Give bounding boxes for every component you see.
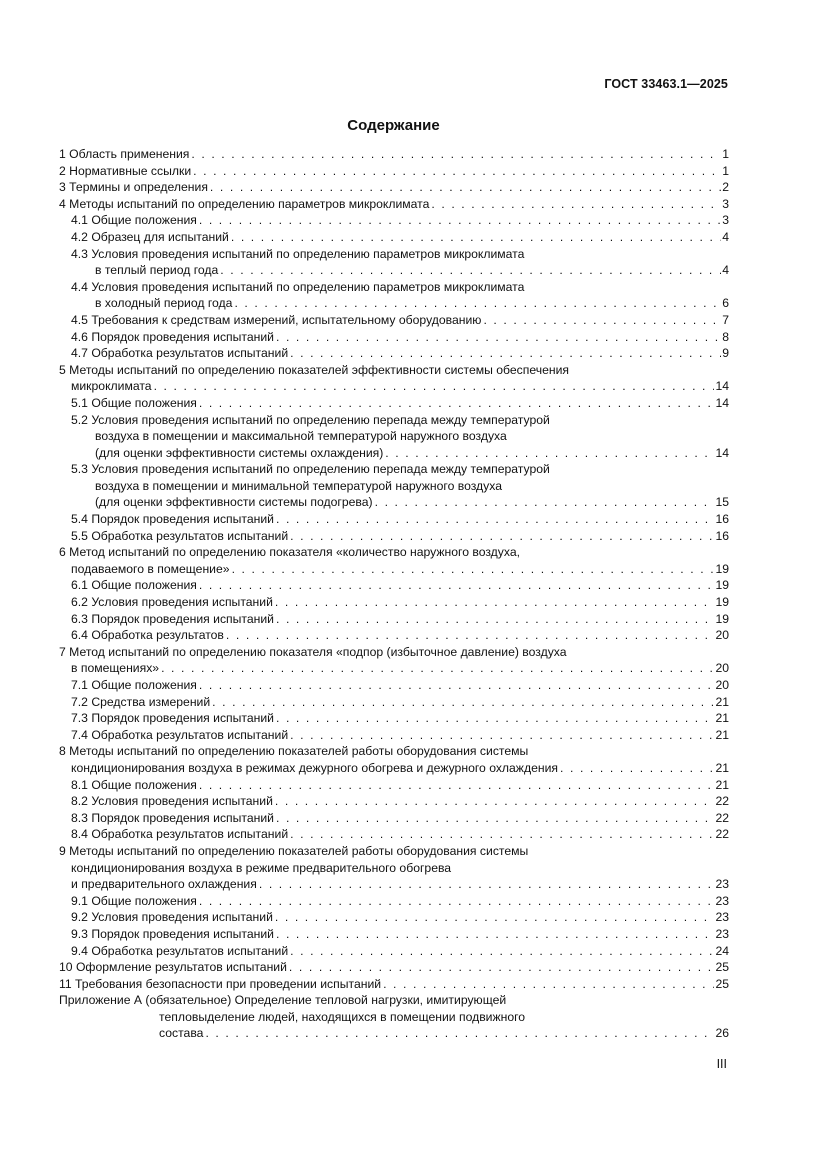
toc-leader-dots bbox=[276, 329, 721, 346]
toc-page-number: 23 bbox=[715, 926, 729, 941]
toc-entry-text: тепловыделение людей, находящихся в помещении подвижного bbox=[159, 1009, 526, 1024]
toc-entry[interactable] bbox=[59, 893, 729, 910]
toc-entry-text: 5.5 Обработка результатов испытаний bbox=[71, 528, 289, 543]
toc-page-number: 1 bbox=[722, 163, 729, 178]
toc-entry-text: воздуха в помещении и максимальной температурой наружного воздуха bbox=[95, 429, 507, 444]
toc-entry-text: 5 Методы испытаний по определению показателей эффективности системы обеспечения bbox=[59, 362, 569, 377]
toc-page-number: 21 bbox=[715, 727, 729, 742]
toc-entry-text: 9.3 Порядок проведения испытаний bbox=[71, 926, 274, 941]
toc-entry-text: 2 Нормативные ссылки bbox=[59, 163, 192, 178]
toc-entry[interactable] bbox=[59, 212, 729, 229]
toc-entry[interactable] bbox=[59, 594, 729, 611]
toc-page-number: 21 bbox=[715, 777, 729, 792]
toc-entry-text: 4.6 Порядок проведения испытаний bbox=[71, 329, 274, 344]
toc-leader-dots bbox=[205, 1025, 714, 1042]
toc-entry[interactable] bbox=[59, 246, 729, 279]
toc-entry[interactable] bbox=[59, 810, 729, 827]
toc-entry-text: 7.1 Общие положения bbox=[71, 678, 197, 692]
toc-entry-text: 6 Метод испытаний по определению показателя «количество наружного воздуха, bbox=[59, 545, 520, 560]
toc-page-number: 1 bbox=[722, 147, 729, 161]
toc-leader-dots bbox=[226, 627, 715, 644]
toc-entry-text: 4.4 Условия проведения испытаний по определению параметров микроклимата bbox=[71, 279, 525, 294]
toc-page-number: 25 bbox=[715, 960, 729, 975]
toc-page-number: 9 bbox=[722, 346, 729, 361]
toc-page-number: 19 bbox=[715, 561, 729, 576]
toc-entry-text: 9.4 Обработка результатов испытаний bbox=[71, 943, 289, 958]
document-id: ГОСТ 33463.1—2025 bbox=[604, 77, 728, 91]
toc-page-number: 16 bbox=[715, 512, 729, 527]
toc-leader-dots bbox=[154, 378, 715, 395]
toc-entry-text: воздуха в помещении и минимальной температурой наружного воздуха bbox=[95, 478, 502, 493]
toc-entry-text: 4.7 Обработка результатов испытаний bbox=[71, 346, 289, 361]
toc-leader-dots bbox=[275, 594, 715, 611]
toc-page-number: 22 bbox=[715, 794, 729, 809]
toc-leader-dots bbox=[193, 163, 721, 180]
toc-entry-text: 8 Методы испытаний по определению показателей работы оборудования системы bbox=[59, 744, 529, 759]
toc-leader-dots bbox=[560, 760, 714, 777]
toc-entry[interactable] bbox=[59, 544, 729, 577]
toc-entry-text: (для оценки эффективности системы подогрева) bbox=[95, 495, 373, 510]
toc-entry[interactable] bbox=[59, 229, 729, 246]
toc-page-number: 19 bbox=[715, 578, 729, 593]
toc-leader-dots bbox=[375, 494, 715, 511]
toc-leader-dots bbox=[220, 262, 721, 279]
toc-entry[interactable] bbox=[59, 677, 729, 694]
toc-entry-text: Приложение А (обязательное) Определение тепловой нагрузки, имитирующей bbox=[59, 993, 507, 1008]
toc-leader-dots bbox=[231, 229, 721, 246]
toc-page-number: 20 bbox=[715, 678, 729, 692]
toc-entry-text: подаваемого в помещение» bbox=[71, 561, 230, 576]
toc-entry-text: кондиционирования воздуха в режиме предварительного обогрева bbox=[71, 860, 452, 875]
toc-entry-text: 8.2 Условия проведения испытаний bbox=[71, 794, 273, 809]
toc-entry-text: микроклимата bbox=[71, 379, 152, 394]
toc-entry[interactable] bbox=[59, 279, 729, 312]
toc-page-number: 19 bbox=[715, 611, 729, 626]
toc-entry-text: в помещениях» bbox=[71, 661, 160, 676]
toc-page-number: 3 bbox=[722, 196, 729, 211]
toc-leader-dots bbox=[383, 976, 714, 993]
toc-leader-dots bbox=[276, 810, 714, 827]
toc-entry[interactable] bbox=[59, 345, 729, 362]
toc-entry-text: 7.3 Порядок проведения испытаний bbox=[71, 711, 274, 726]
toc-leader-dots bbox=[483, 312, 721, 329]
table-of-contents bbox=[59, 146, 729, 1042]
toc-entry-text: 4.3 Условия проведения испытаний по определению параметров микроклимата bbox=[71, 246, 525, 261]
toc-entry[interactable] bbox=[59, 943, 729, 960]
toc-leader-dots bbox=[276, 710, 714, 727]
toc-page-number: 20 bbox=[715, 661, 729, 676]
toc-entry-text: 9 Методы испытаний по определению показателей работы оборудования системы bbox=[59, 843, 529, 858]
toc-entry[interactable] bbox=[59, 959, 729, 976]
toc-entry[interactable] bbox=[59, 362, 729, 395]
page-number: III bbox=[716, 1057, 727, 1071]
toc-leader-dots bbox=[259, 876, 715, 893]
toc-entry[interactable] bbox=[59, 743, 729, 776]
toc-page-number: 22 bbox=[715, 810, 729, 825]
toc-entry[interactable] bbox=[59, 843, 729, 893]
toc-entry-text: (для оценки эффективности системы охлаждения) bbox=[95, 445, 384, 460]
toc-leader-dots bbox=[385, 445, 714, 462]
toc-page-number: 4 bbox=[722, 263, 729, 278]
toc-page-number: 3 bbox=[722, 213, 729, 228]
toc-page-number: 19 bbox=[715, 595, 729, 610]
toc-page-number: 25 bbox=[715, 976, 729, 991]
toc-page-number: 14 bbox=[715, 379, 729, 394]
toc-entry[interactable] bbox=[59, 179, 729, 196]
toc-page-number: 21 bbox=[715, 694, 729, 709]
toc-page-number: 7 bbox=[722, 312, 729, 327]
toc-leader-dots bbox=[290, 727, 714, 744]
toc-entry[interactable] bbox=[59, 312, 729, 329]
toc-entry-text: 5.4 Порядок проведения испытаний bbox=[71, 512, 274, 527]
toc-entry-text: в холодный период года bbox=[95, 296, 233, 311]
toc-page-number: 6 bbox=[722, 296, 729, 311]
toc-entry[interactable] bbox=[59, 727, 729, 744]
toc-entry[interactable] bbox=[59, 412, 729, 462]
toc-leader-dots bbox=[275, 793, 715, 810]
toc-page-number: 14 bbox=[715, 445, 729, 460]
toc-entry[interactable] bbox=[59, 710, 729, 727]
toc-entry-text: 6.2 Условия проведения испытаний bbox=[71, 595, 273, 610]
toc-entry-text: 10 Оформление результатов испытаний bbox=[59, 960, 287, 975]
toc-entry-text: кондиционирования воздуха в режимах дежурного обогрева и дежурного охлаждения bbox=[71, 760, 558, 775]
toc-entry-text: состава bbox=[159, 1026, 204, 1041]
toc-entry[interactable] bbox=[59, 146, 729, 163]
toc-leader-dots bbox=[290, 528, 714, 545]
toc-leader-dots bbox=[290, 826, 714, 843]
toc-page-number: 2 bbox=[722, 180, 729, 195]
toc-entry[interactable] bbox=[59, 196, 729, 213]
toc-entry[interactable] bbox=[59, 926, 729, 943]
toc-entry-text: 7.2 Средства измерений bbox=[71, 694, 211, 709]
toc-page-number: 23 bbox=[715, 893, 729, 908]
page-title: Содержание bbox=[347, 117, 440, 134]
toc-entry[interactable] bbox=[59, 395, 729, 412]
toc-entry-text: 9.2 Условия проведения испытаний bbox=[71, 910, 273, 925]
toc-entry-text: 6.1 Общие положения bbox=[71, 578, 197, 593]
toc-entry-text: 5.3 Условия проведения испытаний по определению перепада между температурой bbox=[71, 462, 550, 477]
toc-leader-dots bbox=[276, 926, 714, 943]
toc-page-number: 14 bbox=[715, 395, 729, 410]
toc-leader-dots bbox=[232, 561, 715, 578]
toc-entry[interactable] bbox=[59, 627, 729, 644]
toc-entry[interactable] bbox=[59, 909, 729, 926]
toc-entry-text: 8.4 Обработка результатов испытаний bbox=[71, 827, 289, 842]
toc-leader-dots bbox=[199, 212, 721, 229]
toc-leader-dots bbox=[275, 909, 715, 926]
toc-entry-text: и предварительного охлаждения bbox=[71, 877, 257, 892]
toc-entry[interactable] bbox=[59, 992, 729, 1042]
toc-page-number: 21 bbox=[715, 760, 729, 775]
toc-leader-dots bbox=[212, 694, 714, 711]
toc-page-number: 4 bbox=[722, 229, 729, 244]
toc-entry[interactable] bbox=[59, 511, 729, 528]
toc-entry[interactable] bbox=[59, 777, 729, 794]
toc-page-number: 21 bbox=[715, 711, 729, 726]
toc-entry-text: 4.2 Образец для испытаний bbox=[71, 229, 229, 244]
toc-leader-dots bbox=[199, 677, 715, 694]
toc-page-number: 26 bbox=[715, 1026, 729, 1041]
toc-entry-text: 5.1 Общие положения bbox=[71, 395, 197, 410]
toc-leader-dots bbox=[191, 146, 721, 163]
toc-entry[interactable] bbox=[59, 644, 729, 677]
toc-entry-text: 6.3 Порядок проведения испытаний bbox=[71, 611, 274, 626]
toc-entry[interactable] bbox=[59, 694, 729, 711]
toc-entry[interactable] bbox=[59, 163, 729, 180]
toc-entry[interactable] bbox=[59, 976, 729, 993]
toc-leader-dots bbox=[161, 660, 714, 677]
toc-leader-dots bbox=[289, 959, 715, 976]
toc-entry[interactable] bbox=[59, 826, 729, 843]
toc-entry-text: в теплый период года bbox=[95, 263, 219, 278]
toc-page-number: 23 bbox=[715, 910, 729, 925]
toc-page-number: 15 bbox=[715, 495, 729, 510]
toc-entry-text: 5.2 Условия проведения испытаний по определению перепада между температурой bbox=[71, 412, 550, 427]
toc-entry[interactable] bbox=[59, 577, 729, 594]
toc-leader-dots bbox=[276, 511, 714, 528]
toc-leader-dots bbox=[290, 943, 714, 960]
toc-entry-text: 1 Область применения bbox=[59, 147, 190, 161]
toc-page-number: 24 bbox=[715, 943, 729, 958]
toc-leader-dots bbox=[234, 295, 721, 312]
toc-entry-text: 7 Метод испытаний по определению показателя «подпор (избыточное давление) воздуха bbox=[59, 644, 567, 659]
toc-entry-text: 3 Термины и определения bbox=[59, 180, 208, 195]
toc-entry-text: 6.4 Обработка результатов bbox=[71, 628, 224, 643]
toc-leader-dots bbox=[199, 893, 715, 910]
toc-entry[interactable] bbox=[59, 528, 729, 545]
toc-leader-dots bbox=[199, 777, 715, 794]
toc-entry[interactable] bbox=[59, 793, 729, 810]
toc-entry-text: 4.1 Общие положения bbox=[71, 213, 197, 228]
toc-entry-text: 8.3 Порядок проведения испытаний bbox=[71, 810, 274, 825]
toc-entry[interactable] bbox=[59, 611, 729, 628]
toc-entry-text: 4.5 Требования к средствам измерений, испытательному оборудованию bbox=[71, 312, 482, 327]
toc-leader-dots bbox=[199, 395, 715, 412]
toc-entry[interactable] bbox=[59, 461, 729, 511]
toc-leader-dots bbox=[199, 577, 715, 594]
toc-page-number: 20 bbox=[715, 628, 729, 643]
toc-entry-text: 9.1 Общие положения bbox=[71, 893, 197, 908]
toc-page-number: 16 bbox=[715, 528, 729, 543]
toc-entry-text: 11 Требования безопасности при проведении испытаний bbox=[59, 976, 382, 991]
toc-leader-dots bbox=[431, 196, 721, 213]
toc-entry-text: 7.4 Обработка результатов испытаний bbox=[71, 727, 289, 742]
toc-leader-dots bbox=[290, 345, 721, 362]
toc-leader-dots bbox=[276, 611, 714, 628]
toc-page-number: 23 bbox=[715, 877, 729, 892]
toc-entry-text: 8.1 Общие положения bbox=[71, 777, 197, 792]
toc-page-number: 22 bbox=[715, 827, 729, 842]
toc-page-number: 8 bbox=[722, 329, 729, 344]
toc-entry-text: 4 Методы испытаний по определению параметров микроклимата bbox=[59, 196, 430, 211]
toc-leader-dots bbox=[210, 179, 721, 196]
toc-entry[interactable] bbox=[59, 329, 729, 346]
